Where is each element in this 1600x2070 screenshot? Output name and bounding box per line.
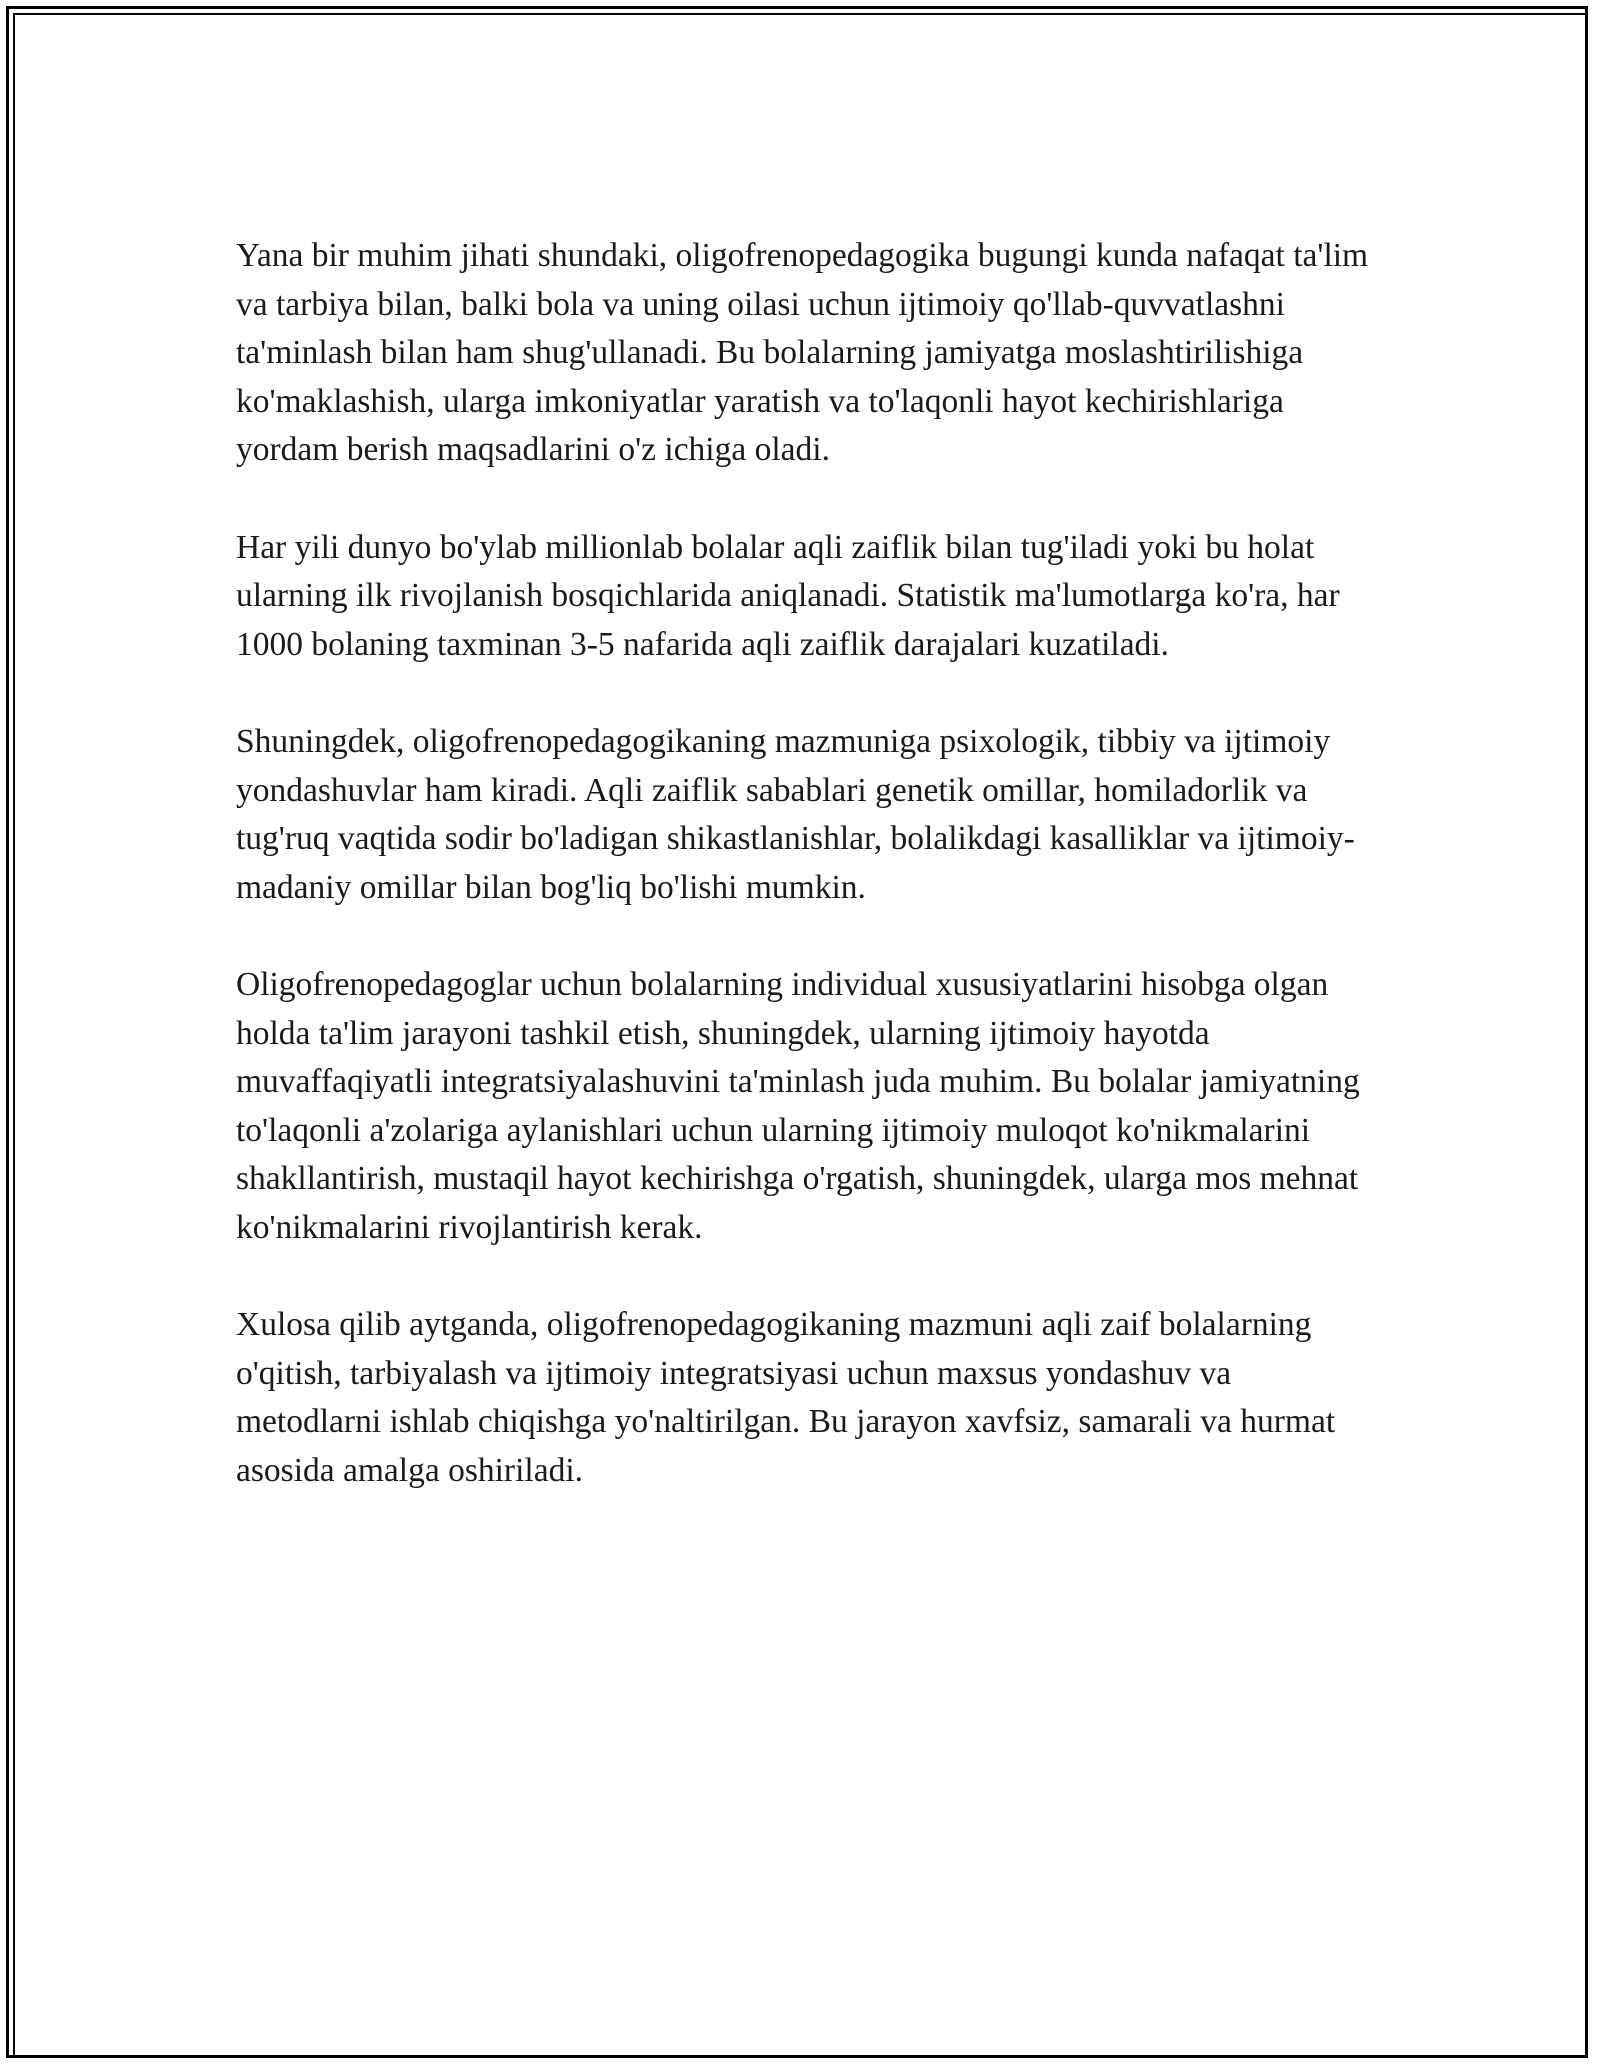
paragraph-3: Shuningdek, oligofrenopedagogikaning mazmuniga psixologik, tibbiy va ijtimoiy yondashuvlar ham kiradi. Aqli zaiflik sabablari genetik omillar, homiladorlik va tug'ruq vaqtida sodir bo'ladigan shikastlanishlar, bolalikdagi kasalliklar va ijtimoiy-madaniy omillar bilan bog'liq bo'lishi mumkin.: [236, 722, 1355, 906]
document-body: [236, 232, 1376, 1495]
paragraph-4: Oligofrenopedagoglar uchun bolalarning individual xususiyatlarini hisobga olgan holda ta'lim jarayoni tashkil etish, shuningdek, ularning ijtimoiy hayotda muvaffaqiyatli integratsiyalashuvini ta'minlash juda muhim. Bu bolalar jamiyatning to'laqonli a'zolariga aylanishlari uchun ularning ijtimoiy muloqot ko'nikmalarini shakllantirish, mustaqil hayot kechirishga o'rgatish, shuningdek, ularga mos mehnat ko'nikmalarini rivojlantirish kerak.: [236, 965, 1360, 1246]
paragraph-1: Yana bir muhim jihati shundaki, oligofrenopedagogika bugungi kunda nafaqat ta'lim va tarbiya bilan, balki bola va uning oilasi uchun ijtimoiy qo'llab-quvvatlashni ta'minlash bilan ham shug'ullanadi. Bu bolalarning jamiyatga moslashtirilishiga ko'maklashish, ularga imkoniyatlar yaratish va to'laqonli hayot kechirishlariga yordam berish maqsadlarini o'z ichiga oladi.: [236, 237, 1369, 469]
paragraph-5: Xulosa qilib aytganda, oligofrenopedagogikaning mazmuni aqli zaif bolalarning o'qitish, tarbiyalash va ijtimoiy integratsiyasi uchun maxsus yondashuv va metodlarni ishlab chiqishga yo'naltirilgan. Bu jarayon xavfsiz, samarali va hurmat asosida amalga oshiriladi.: [236, 1306, 1336, 1489]
paragraph-2: Har yili dunyo bo'ylab millionlab bolalar aqli zaiflik bilan tug'iladi yoki bu holat ularning ilk rivojlanish bosqichlarida aniqlanadi. Statistik ma'lumotlarga ko'ra, har 1000 bolaning taxminan 3-5 nafarida aqli zaiflik darajalari kuzatiladi.: [236, 528, 1340, 663]
